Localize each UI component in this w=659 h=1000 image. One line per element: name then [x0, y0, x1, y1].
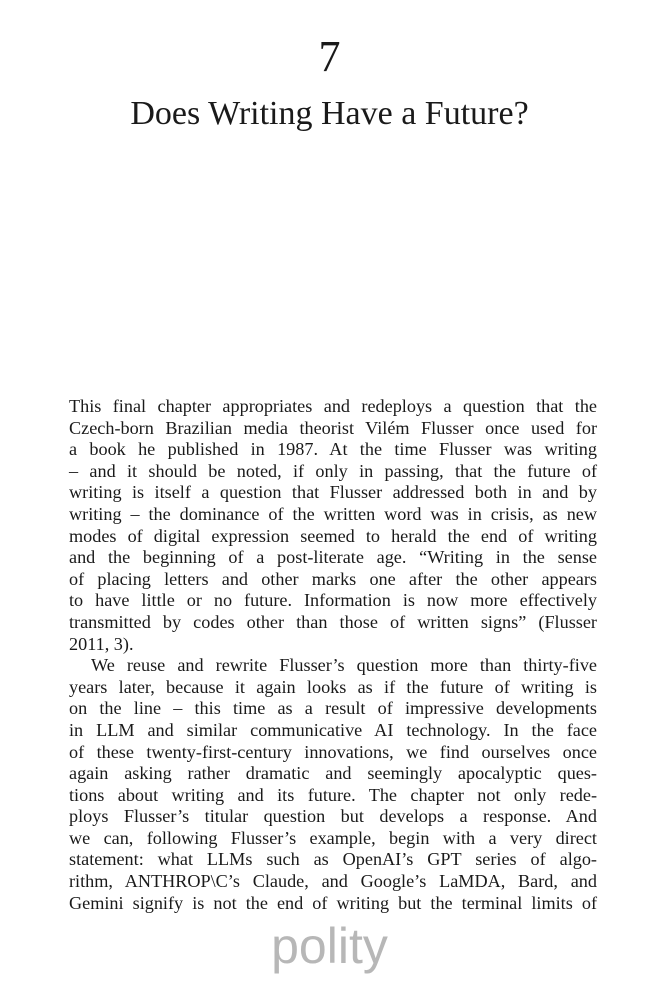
text-line: of these twenty-first-century innovations, we find ourselves once — [69, 741, 597, 762]
text-line: to have little or no future. Information is now more effectively — [69, 590, 597, 611]
chapter-title: Does Writing Have a Future? — [130, 95, 529, 132]
text-line: we can, following Flusser’s example, begin with a very direct — [69, 827, 597, 848]
text-line: and the beginning of a post-literate age. “Writing in the sense — [69, 547, 597, 568]
text-line: We reuse and rewrite Flusser’s question more than thirty-five — [91, 655, 597, 676]
text-line: tions about writing and its future. The chapter not only rede- — [69, 784, 597, 805]
paragraph-1 — [69, 396, 597, 655]
text-line: in LLM and similar communicative AI technology. In the face — [69, 719, 597, 740]
text-line: a book he published in 1987. At the time Flusser was writing — [69, 439, 597, 460]
text-line: of placing letters and other marks one after the other appears — [69, 568, 597, 589]
text-line: – and it should be noted, if only in passing, that the future of — [69, 460, 597, 481]
chapter-body — [69, 396, 597, 914]
text-line: ploys Flusser’s titular question but develops a response. And — [69, 806, 597, 827]
text-line: writing – the dominance of the written word was in crisis, as new — [69, 503, 597, 524]
text-line: Gemini signify is not the end of writing but the terminal limits of — [69, 892, 597, 913]
text-line: statement: what LLMs such as OpenAI’s GPT series of algo- — [69, 849, 597, 870]
text-line: Czech-born Brazilian media theorist Vilém Flusser once used for — [69, 417, 597, 438]
text-line: again asking rather dramatic and seemingly apocalyptic ques- — [69, 763, 597, 784]
text-line: 2011, 3). — [69, 633, 134, 654]
text-line: This final chapter appropriates and redeploys a question that the — [69, 396, 597, 416]
text-line: on the line – this time as a result of impressive developments — [69, 698, 597, 719]
paragraph-2 — [69, 655, 597, 914]
chapter-number: 7 — [318, 32, 341, 81]
text-line: modes of digital expression seemed to herald the end of writing — [69, 525, 597, 546]
text-line: writing is itself a question that Flusser addressed both in and by — [69, 482, 597, 503]
text-line: years later, because it again looks as if the future of writing is — [69, 676, 597, 697]
text-line: transmitted by codes other than those of written signs” (Flusser — [69, 611, 597, 632]
text-line: rithm, ANTHROP\C’s Claude, and Google’s LaMDA, Bard, and — [69, 871, 597, 892]
publisher-watermark: polity — [271, 918, 388, 974]
